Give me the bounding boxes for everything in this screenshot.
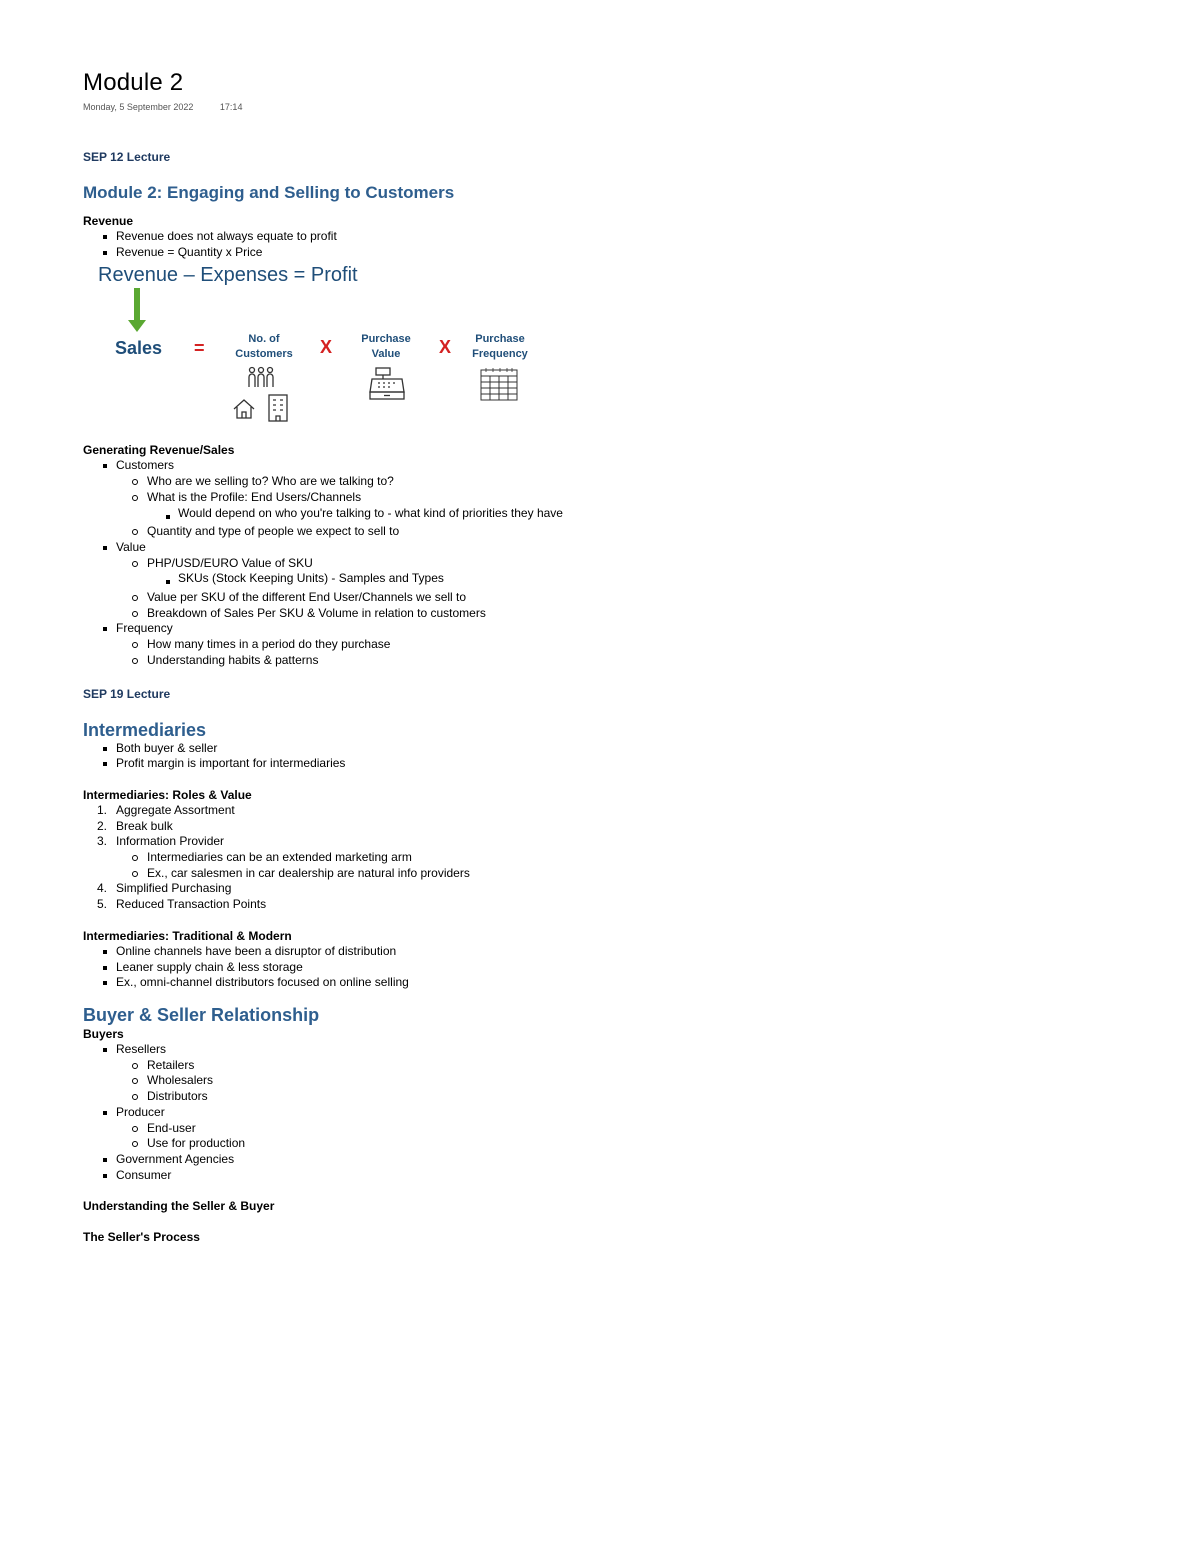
cash-register-icon xyxy=(368,366,406,402)
revenue-diagram xyxy=(83,262,643,442)
intermediaries-heading: Intermediaries xyxy=(83,719,207,740)
item-text: Information Provider xyxy=(116,834,225,849)
list-item: Resellers xyxy=(83,1042,1143,1058)
list-item: Online channels have been a disruptor of distribution xyxy=(83,944,1143,960)
item-text: Simplified Purchasing xyxy=(116,881,232,896)
building-icon xyxy=(267,393,289,423)
list-item: Breakdown of Sales Per SKU & Volume in relation to customers xyxy=(83,606,1143,622)
buyer-seller-heading: Buyer & Seller Relationship xyxy=(83,1004,320,1025)
purchase-frequency-label: Purchase Frequency xyxy=(472,333,528,361)
list-item: Would depend on who you're talking to - what kind of priorities they have xyxy=(83,506,1143,522)
people-icon xyxy=(246,366,276,390)
list-item xyxy=(83,897,1143,913)
list-item: Wholesalers xyxy=(83,1073,1143,1089)
list-item xyxy=(83,803,1143,819)
traditional-heading: Intermediaries: Traditional & Modern xyxy=(83,928,292,943)
roles-list xyxy=(83,803,1143,913)
list-item: Quantity and type of people we expect to sell to xyxy=(83,524,1143,540)
list-item: Value per SKU of the different End User/Channels we sell to xyxy=(83,590,1143,606)
list-item: Producer xyxy=(83,1105,1143,1121)
list-item: Ex., car salesmen in car dealership are natural info providers xyxy=(83,866,1143,882)
list-item: Use for production xyxy=(83,1136,1143,1152)
purchase-value-label: Purchase Value xyxy=(361,333,411,361)
list-item: Value xyxy=(83,540,1143,556)
list-item: Ex., omni-channel distributors focused on online selling xyxy=(83,975,1143,991)
page-title: Module 2 xyxy=(83,69,184,96)
note-time: 17:14 xyxy=(219,102,243,112)
list-item: Who are we selling to? Who are we talking to? xyxy=(83,474,1143,490)
list-item: What is the Profile: End Users/Channels xyxy=(83,490,1143,506)
item-text: Reduced Transaction Points xyxy=(116,897,267,912)
item-number: 4. xyxy=(97,881,108,896)
item-number: 5. xyxy=(97,897,108,912)
process-heading: The Seller's Process xyxy=(83,1230,200,1245)
arrow-head-icon xyxy=(128,320,146,332)
list-item: Consumer xyxy=(83,1168,1143,1184)
understanding-heading: Understanding the Seller & Buyer xyxy=(83,1199,275,1214)
house-icon xyxy=(232,398,256,420)
customers-label: No. of Customers xyxy=(235,333,293,361)
list-item: Revenue = Quantity x Price xyxy=(83,245,1143,261)
item-number: 1. xyxy=(97,802,108,817)
note-page xyxy=(83,68,1143,1245)
list-item: Customers xyxy=(83,458,1143,474)
generating-list xyxy=(83,458,1143,668)
intermediaries-list xyxy=(83,741,1143,772)
revenue-heading: Revenue xyxy=(83,214,134,228)
list-item: Intermediaries can be an extended marketing arm xyxy=(83,850,1143,866)
list-item: Retailers xyxy=(83,1058,1143,1074)
traditional-list xyxy=(83,944,1143,991)
list-item: Revenue does not always equate to profit xyxy=(83,229,1143,245)
roles-heading: Intermediaries: Roles & Value xyxy=(83,787,252,802)
multiply-sign: X xyxy=(439,337,452,358)
date-line xyxy=(83,102,1143,116)
list-item xyxy=(83,881,1143,897)
note-date: Monday, 5 September 2022 xyxy=(83,102,194,112)
item-text: Break bulk xyxy=(116,818,173,833)
list-item: End-user xyxy=(83,1121,1143,1137)
lecture-label-sep19: SEP 19 Lecture xyxy=(83,686,171,701)
list-item: Distributors xyxy=(83,1089,1143,1105)
item-text: Aggregate Assortment xyxy=(116,802,235,817)
revenue-list xyxy=(83,229,1143,260)
buyers-list xyxy=(83,1042,1143,1183)
calendar-icon xyxy=(479,366,519,402)
multiply-sign: X xyxy=(320,337,333,358)
generating-heading: Generating Revenue/Sales xyxy=(83,443,235,458)
list-item: Understanding habits & patterns xyxy=(83,653,1143,669)
module-heading: Module 2: Engaging and Selling to Customers xyxy=(83,183,455,202)
item-number: 3. xyxy=(97,834,108,849)
list-item: Both buyer & seller xyxy=(83,741,1143,757)
item-number: 2. xyxy=(97,818,108,833)
sales-label: Sales xyxy=(115,338,163,359)
list-item xyxy=(83,819,1143,835)
list-item: Leaner supply chain & less storage xyxy=(83,960,1143,976)
list-item: SKUs (Stock Keeping Units) - Samples and Types xyxy=(83,571,1143,587)
equals-sign: = xyxy=(194,338,205,359)
profit-equation: Revenue – Expenses = Profit xyxy=(98,264,358,287)
list-item: Profit margin is important for intermediaries xyxy=(83,756,1143,772)
list-item xyxy=(83,834,1143,850)
buyers-heading: Buyers xyxy=(83,1026,124,1041)
list-item: How many times in a period do they purchase xyxy=(83,637,1143,653)
list-item: Frequency xyxy=(83,621,1143,637)
list-item: PHP/USD/EURO Value of SKU xyxy=(83,556,1143,572)
list-item: Government Agencies xyxy=(83,1152,1143,1168)
lecture-label-sep12: SEP 12 Lecture xyxy=(83,150,171,164)
down-arrow-icon xyxy=(134,288,140,322)
